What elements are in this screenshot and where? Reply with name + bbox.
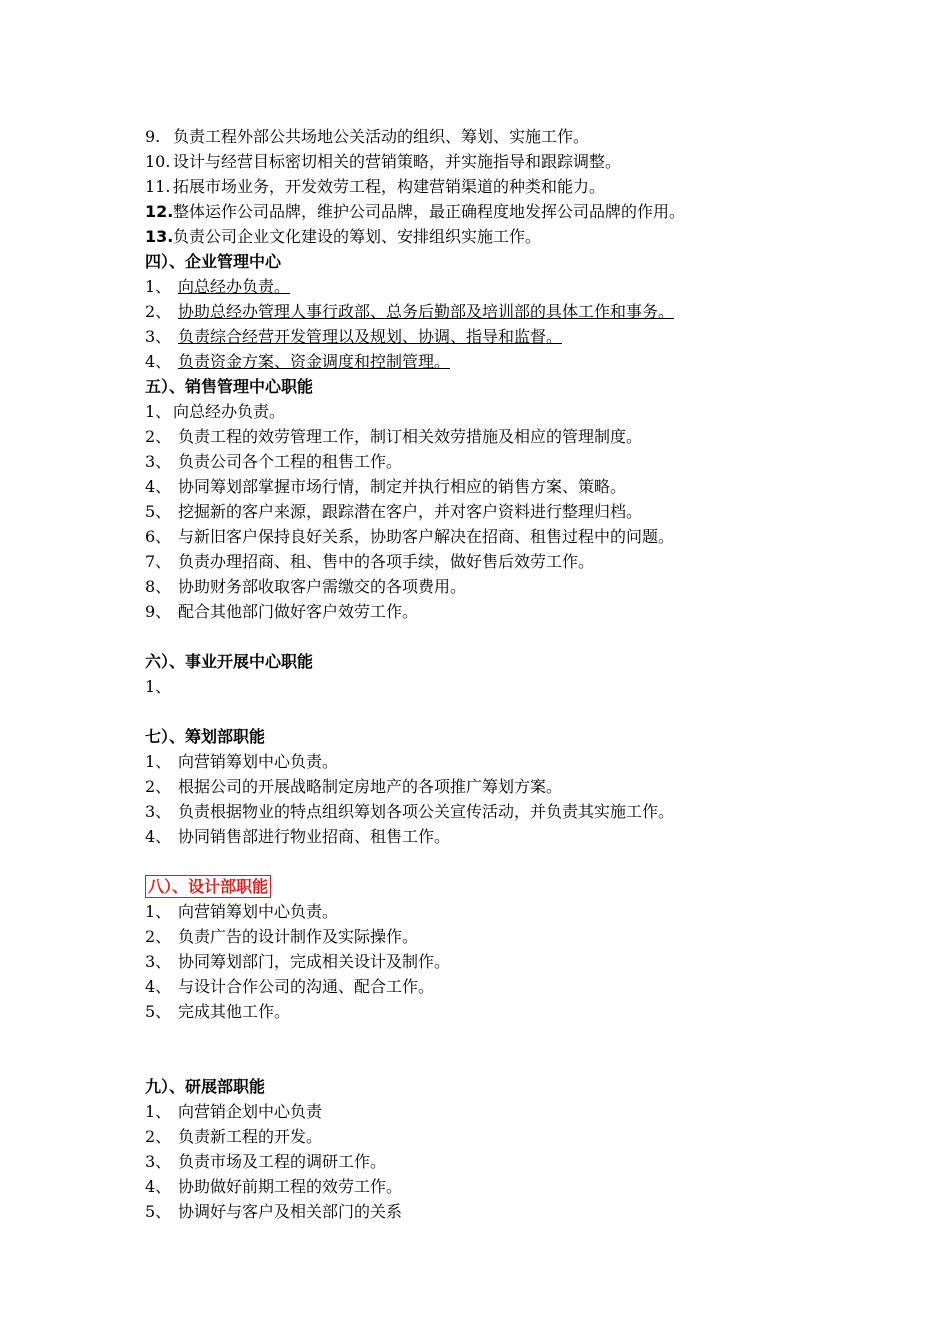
section-design-department xyxy=(145,874,825,1024)
list-item: 10. 设计与经营目标密切相关的营销策略，并实施指导和跟踪调整。 xyxy=(145,152,622,171)
section-sales-management xyxy=(145,374,825,624)
blank-line xyxy=(145,1049,825,1074)
list-item: 4、 协助做好前期工程的效劳工作。 xyxy=(145,1177,403,1196)
section-enterprise-management xyxy=(145,249,825,374)
list-item: 5、 挖掘新的客户来源，跟踪潜在客户，并对客户资料进行整理归档。 xyxy=(145,502,643,521)
blank-line xyxy=(145,849,825,874)
list-section-3 xyxy=(145,124,825,249)
section-research-department xyxy=(145,1074,825,1224)
section-business-development xyxy=(145,649,825,699)
list-item: 1、 xyxy=(145,677,172,696)
section-heading: 四）、企业管理中心 xyxy=(145,252,282,271)
list-item: 4、 协同筹划部掌握市场行情，制定并执行相应的销售方案、策略。 xyxy=(145,477,627,496)
list-item: 3、 负责根据物业的特点组织筹划各项公关宣传活动，并负责其实施工作。 xyxy=(145,802,675,821)
section-heading xyxy=(145,874,825,899)
list-item: 5、 完成其他工作。 xyxy=(145,1002,291,1021)
list-item: 1、 向营销筹划中心负责。 xyxy=(145,902,339,921)
list-item: 2、 协助总经办管理人事行政部、总务后勤部及培训部的具体工作和事务。 xyxy=(145,302,675,321)
blank-line xyxy=(145,699,825,724)
list-item: 13.负责公司企业文化建设的筹划、安排组织实施工作。 xyxy=(145,227,542,246)
list-item: 9. 负责工程外部公共场地公关活动的组织、筹划、实施工作。 xyxy=(145,127,590,146)
list-item: 2、 负责工程的效劳管理工作，制订相关效劳措施及相应的管理制度。 xyxy=(145,427,643,446)
list-item: 12.整体运作公司品牌，维护公司品牌，最正确程度地发挥公司品牌的作用。 xyxy=(145,202,686,221)
document-page xyxy=(145,124,825,1224)
list-item: 2、 根据公司的开展战略制定房地产的各项推广筹划方案。 xyxy=(145,777,563,796)
list-item: 3、 负责综合经营开发管理以及规划、协调、指导和监督。 xyxy=(145,327,563,346)
blank-line xyxy=(145,624,825,649)
list-item: 9、 配合其他部门做好客户效劳工作。 xyxy=(145,602,419,621)
list-item: 4、 协同销售部进行物业招商、租售工作。 xyxy=(145,827,451,846)
list-item: 2、 负责新工程的开发。 xyxy=(145,1127,323,1146)
blank-line xyxy=(145,1024,825,1049)
list-item: 4、 负责资金方案、资金调度和控制管理。 xyxy=(145,352,451,371)
list-item: 1、 向营销筹划中心负责。 xyxy=(145,752,339,771)
list-item: 6、 与新旧客户保持良好关系，协助客户解决在招商、租售过程中的问题。 xyxy=(145,527,675,546)
list-item: 3、 负责市场及工程的调研工作。 xyxy=(145,1152,387,1171)
list-item: 7、 负责办理招商、租、售中的各项手续，做好售后效劳工作。 xyxy=(145,552,595,571)
list-item: 1、 向营销企划中心负责 xyxy=(145,1102,323,1121)
section-heading: 九）、研展部职能 xyxy=(145,1077,266,1096)
section-heading: 七）、筹划部职能 xyxy=(145,727,266,746)
section-heading: 五）、销售管理中心职能 xyxy=(145,377,314,396)
list-item: 2、 负责广告的设计制作及实际操作。 xyxy=(145,927,419,946)
section-planning-department xyxy=(145,724,825,849)
list-item: 4、 与设计合作公司的沟通、配合工作。 xyxy=(145,977,435,996)
list-item: 3、 负责公司各个工程的租售工作。 xyxy=(145,452,403,471)
list-item: 3、 协同筹划部门，完成相关设计及制作。 xyxy=(145,952,451,971)
highlighted-heading: 八）、设计部职能 xyxy=(145,875,271,898)
section-heading: 六）、事业开展中心职能 xyxy=(145,652,314,671)
list-item: 8、 协助财务部收取客户需缴交的各项费用。 xyxy=(145,577,467,596)
list-item: 11. 拓展市场业务，开发效劳工程，构建营销渠道的种类和能力。 xyxy=(145,177,606,196)
list-item: 1、 向总经办负责。 xyxy=(145,402,286,421)
list-item: 5、 协调好与客户及相关部门的关系 xyxy=(145,1202,403,1221)
list-item: 1、 向总经办负责。 xyxy=(145,277,291,296)
